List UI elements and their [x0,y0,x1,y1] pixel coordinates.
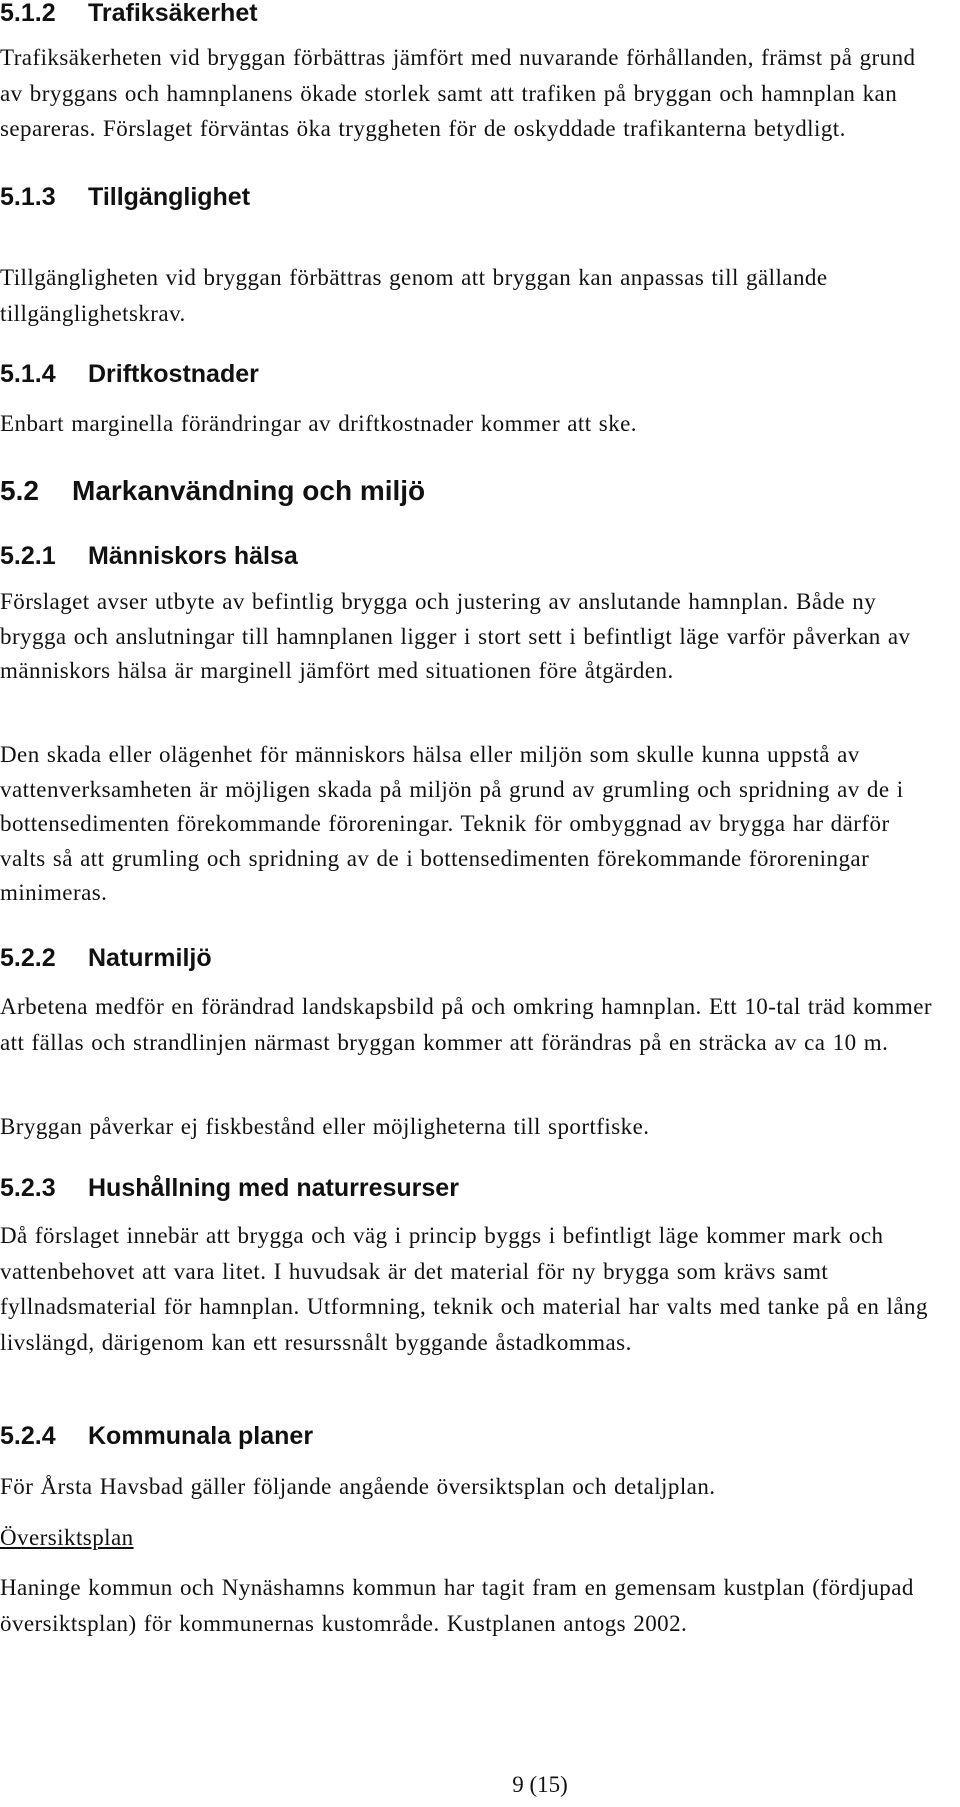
section-heading-5-1-2 [0,0,258,28]
paragraph-manniskors-halsa-2: Den skada eller olägenhet för människors hälsa eller miljön som skulle kunna uppstå av vattenverksamheten är möjligen skada på miljön på grund av grumling och spridning av de i bottensedimenten förekommande föroreningar. Teknik för ombyggnad av brygga har därför valts så att grumling och spridning av de i bottensedimenten förekommande föroreningar minimeras. [0,742,904,905]
section-title: Tillgänglighet [88,183,251,211]
section-title: Hushållning med naturresurser [88,1174,459,1202]
paragraph-hushallning: Då förslaget innebär att brygga och väg i princip byggs i befintligt läge kommer mark och vattenbehovet att vara litet. I huvudsak är det material för ny brygga som krävs samt fyllnadsmaterial för hamnplan. Utformning, teknik och material har valts med tanke på en lång livslängd, därigenom kan ett resurssnålt byggande åstadkommas. [0,1223,928,1355]
paragraph-driftkostnader: Enbart marginella förändringar av driftkostnader kommer att ske. [0,411,638,436]
paragraph-naturmiljo-2: Bryggan påverkar ej fiskbestånd eller möjligheterna till sportfiske. [0,1114,650,1139]
section-number: 5.2.2 [0,944,56,972]
section-heading-5-2-3 [0,1174,459,1203]
section-heading-5-2-4 [0,1422,313,1451]
section-title: Kommunala planer [88,1422,314,1450]
paragraph-oversiktsplan: Haninge kommun och Nynäshamns kommun har tagit fram en gemensam kustplan (fördjupad översiktsplan) för kommunernas kustområde. Kustplanen antogs 2002. [0,1575,914,1636]
section-number: 5.1.3 [0,183,56,211]
paragraph-kommunala-planer: För Årsta Havsbad gäller följande angående översiktsplan och detaljplan. [0,1474,716,1499]
section-title: Trafiksäkerhet [88,0,258,27]
paragraph-tillganglighet: Tillgängligheten vid bryggan förbättras genom att bryggan kan anpassas till gällande tillgänglighetskrav. [0,265,828,326]
subheading-oversiktsplan: Översiktsplan [0,1525,134,1550]
section-number: 5.2.3 [0,1174,56,1202]
paragraph-manniskors-halsa-1: Förslaget avser utbyte av befintlig brygga och justering av anslutande hamnplan. Både ny brygga och anslutningar till hamnplanen ligger i stort sett i befintligt läge varför påverkan av människors hälsa är marginell jämfört med situationen före åtgärden. [0,589,911,683]
paragraph-trafiksakerhet: Trafiksäkerheten vid bryggan förbättras jämfört med nuvarande förhållanden, främst på grund av bryggans och hamnplanens ökade storlek samt att trafiken på bryggan och hamnplan kan separeras. Förslaget förväntas öka tryggheten för de oskyddade trafikanterna betydligt. [0,45,916,141]
paragraph-naturmiljo-1: Arbetena medför en förändrad landskapsbild på och omkring hamnplan. Ett 10-tal träd kommer att fällas och strandlinjen närmast bryggan kommer att förändras på en sträcka av ca 10 m. [0,994,932,1055]
section-title: Driftkostnader [88,360,259,388]
section-number: 5.2 [0,475,39,506]
section-heading-5-1-3 [0,183,250,212]
page-number: 9 (15) [512,1772,568,1797]
section-title: Markanvändning och miljö [72,475,426,506]
section-heading-5-2 [0,475,425,507]
section-number: 5.2.4 [0,1422,56,1450]
section-number: 5.1.4 [0,360,56,388]
section-title: Människors hälsa [88,542,298,570]
section-number: 5.2.1 [0,542,56,570]
section-number: 5.1.2 [0,0,56,27]
section-title: Naturmiljö [88,944,212,972]
section-heading-5-1-4 [0,360,259,389]
section-heading-5-2-2 [0,944,212,973]
section-heading-5-2-1 [0,542,298,571]
